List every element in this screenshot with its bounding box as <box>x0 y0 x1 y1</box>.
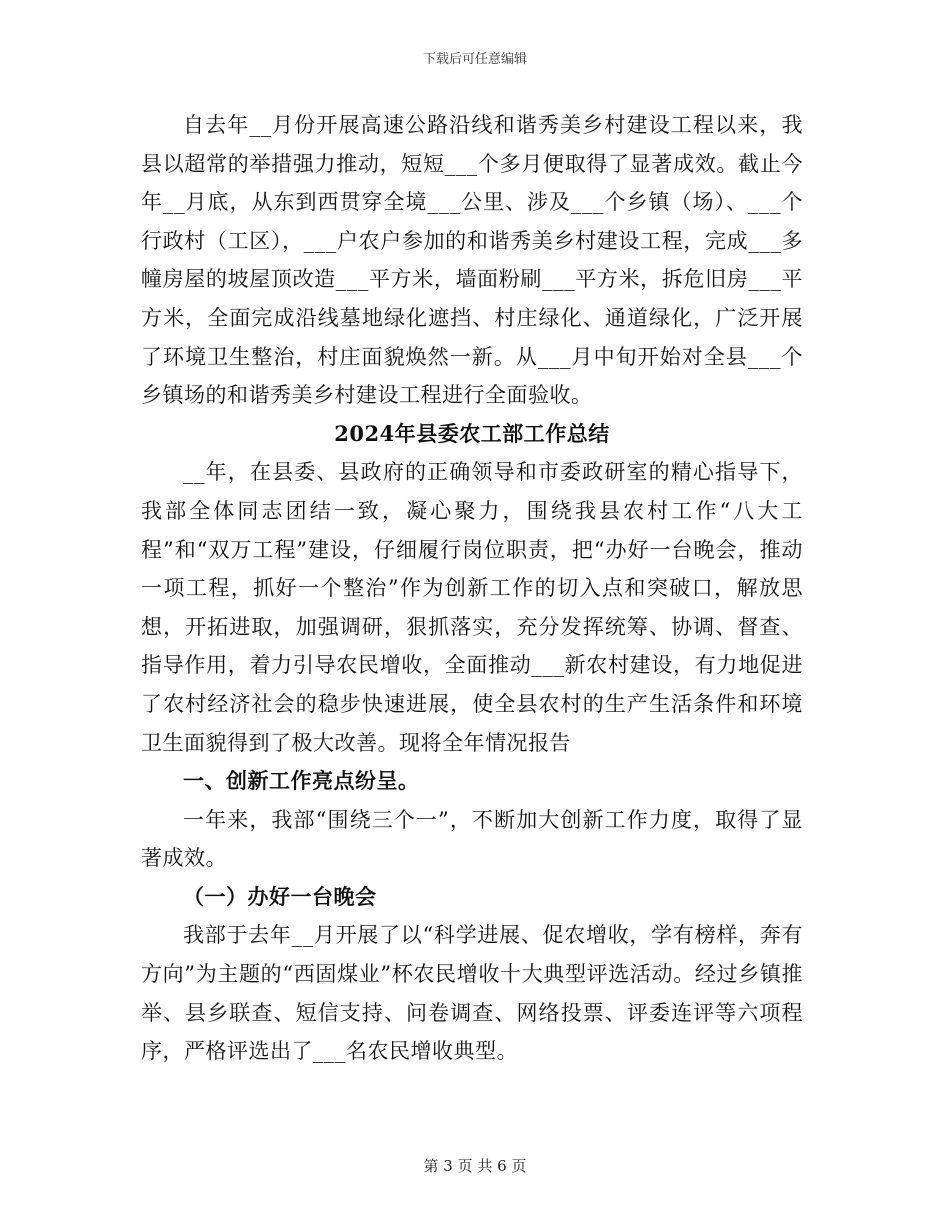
summary-paragraph: __年，在县委、县政府的正确领导和市委政研室的精心指导下，我部全体同志团结一致，凝心聚力，围绕我县农村工作“八大工程”和“双万工程”建设，仔细履行岗位职责，把“办好一台晚会，推动一项工程，抓好一个整治”作为创新工作的切入点和突破口，解放思想，开拓进取，加强调研，狠抓落实，充分发挥统筹、协调、督查、指导作用，着力引导农民增收，全面推动___新农村建设，有力地促进了农村经济社会的稳步快速进展，使全县农村的生产生活条件和环境卫生面貌得到了极大改善。现将全年情况报告 <box>141 460 803 755</box>
section-paragraph-innovation: 一年来，我部“围绕三个一”，不断加大创新工作力度，取得了显著成效。 <box>141 807 803 871</box>
page-header: 下载后可任意编辑 <box>422 52 527 67</box>
intro-paragraph: 自去年__月份开展高速公路沿线和谐秀美乡村建设工程以来，我县以超常的举措强力推动，短短___个多月便取得了显著成效。截止今年__月底，从东到西贯穿全境___公里、涉及___个乡镇（场）、___个行政村（工区），___户农户参加的和谐秀美乡村建设工程，完成___多幢房屋的坡屋顶改造___平方米，墙面粉刷___平方米，拆危旧房___平方米，全面完成沿线墓地绿化遮挡、村庄绿化、通道绿化，广泛开展了环境卫生整治，村庄面貌焕然一新。从___月中旬开始对全县___个乡镇场的和谐秀美乡村建设工程进行全面验收。 <box>141 113 803 408</box>
section-heading-innovation: 一、创新工作亮点纷呈。 <box>183 768 420 794</box>
document-title: 2024年县委农工部工作总结 <box>334 420 610 446</box>
page-number-footer: 第 3 页 共 6 页 <box>423 1157 527 1175</box>
document-body <box>141 106 803 1071</box>
subsection-heading-evening-gala: （一）办好一台晚会 <box>183 883 377 909</box>
subsection-paragraph-evening-gala: 我部于去年__月开展了以“科学进展、促农增收，学有榜样，奔有方向”为主题的“西固煤业”杯农民增收十大典型评选活动。经过乡镇推举、县乡联查、短信支持、问卷调查、网络投票、评委连评等六项程序，严格评选出了___名农民增收典型。 <box>141 923 803 1064</box>
